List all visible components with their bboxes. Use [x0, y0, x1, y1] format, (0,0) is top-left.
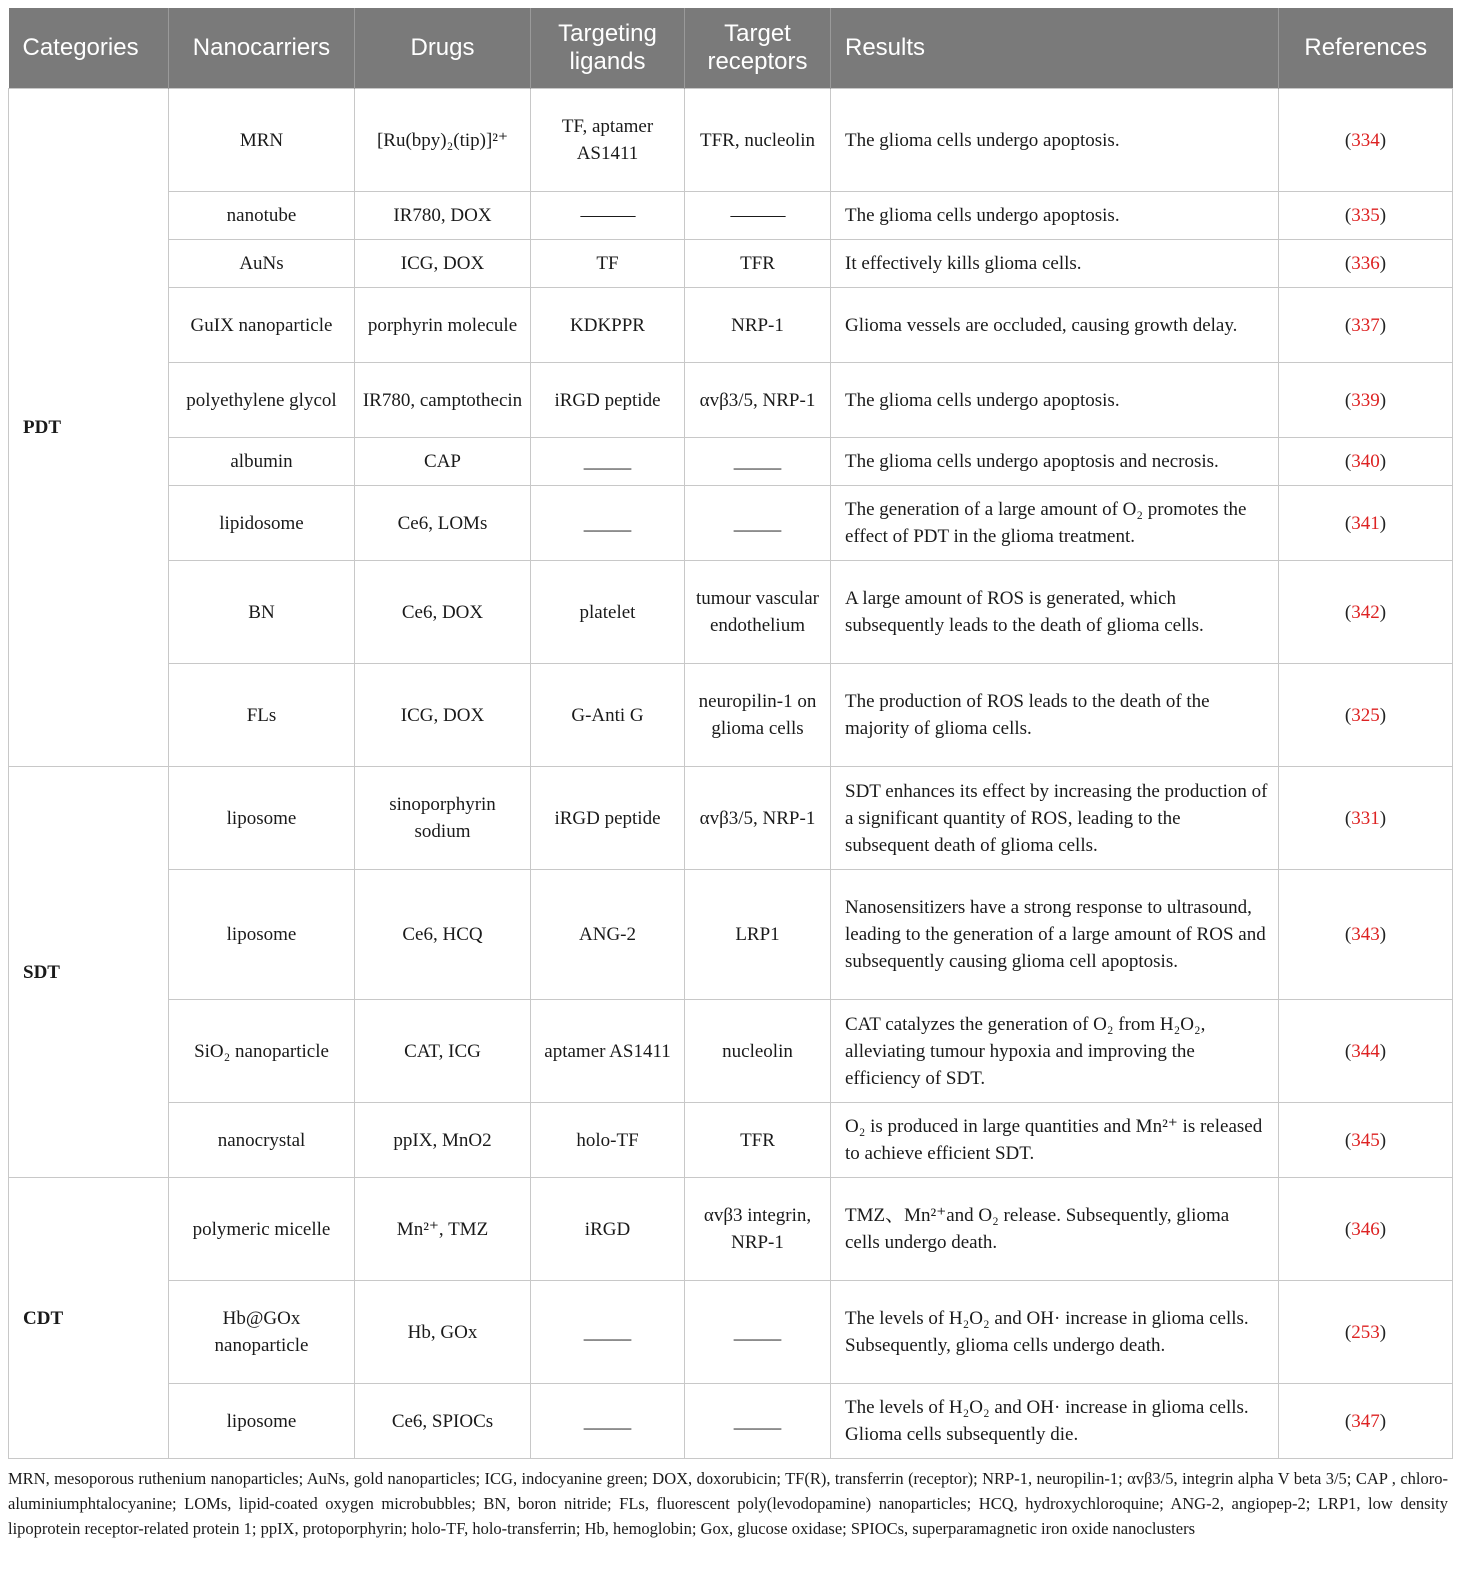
reference-link[interactable]: 340: [1351, 451, 1380, 472]
cell-receptors: αvβ3/5, NRP-1: [685, 767, 831, 870]
reference-link[interactable]: 345: [1351, 1129, 1380, 1151]
cell-drugs: Ce6, HCQ: [355, 870, 531, 1000]
cell-results: The glioma cells undergo apoptosis and necrosis.: [831, 438, 1279, 486]
reference-link[interactable]: 331: [1351, 807, 1380, 829]
cell-receptors: αvβ3/5, NRP-1: [685, 363, 831, 438]
cell-ligands: ANG-2: [531, 870, 685, 1000]
cell-reference: (347): [1279, 1384, 1453, 1459]
cell-receptors: TFR: [685, 1103, 831, 1178]
cell-results: TMZ、Mn²⁺and O₂ release. Subsequently, glioma cells undergo death.: [831, 1178, 1279, 1281]
cell-reference: (331): [1279, 767, 1453, 870]
cell-receptors: _____: [685, 438, 831, 486]
reference-link[interactable]: 346: [1351, 1218, 1380, 1240]
reference-link[interactable]: 341: [1351, 512, 1380, 534]
cell-reference: (335): [1279, 192, 1453, 240]
cell-nanocarrier: MRN: [169, 89, 355, 192]
cell-ligands: KDKPPR: [531, 288, 685, 363]
cell-nanocarrier: albumin: [169, 438, 355, 486]
table-row: [9, 767, 1453, 870]
cell-ligands: aptamer AS1411: [531, 1000, 685, 1103]
cell-drugs: Ce6, LOMs: [355, 486, 531, 561]
cell-nanocarrier: Hb@GOx nanoparticle: [169, 1281, 355, 1384]
cell-receptors: TFR: [685, 240, 831, 288]
reference-link[interactable]: 347: [1351, 1410, 1380, 1432]
reference-link[interactable]: 337: [1351, 314, 1380, 336]
cell-drugs: CAT, ICG: [355, 1000, 531, 1103]
table-row: [9, 1103, 1453, 1178]
cell-receptors: αvβ3 integrin, NRP-1: [685, 1178, 831, 1281]
nanocarrier-table: [8, 8, 1453, 1459]
cell-nanocarrier: polymeric micelle: [169, 1178, 355, 1281]
cell-nanocarrier: FLs: [169, 664, 355, 767]
header-drugs: Drugs: [355, 8, 531, 89]
cell-nanocarrier: GuIX nanoparticle: [169, 288, 355, 363]
cell-nanocarrier: lipidosome: [169, 486, 355, 561]
cell-drugs: porphyrin molecule: [355, 288, 531, 363]
category-cdt: CDT: [9, 1178, 169, 1459]
cell-reference: (334): [1279, 89, 1453, 192]
table-row: [9, 1178, 1453, 1281]
cell-drugs: Ce6, SPIOCs: [355, 1384, 531, 1459]
table-row: [9, 240, 1453, 288]
cell-ligands: holo-TF: [531, 1103, 685, 1178]
header-targeting-ligands: Targeting ligands: [531, 8, 685, 89]
reference-link[interactable]: 253: [1351, 1321, 1380, 1343]
cell-results: CAT catalyzes the generation of O₂ from H₂O₂, alleviating tumour hypoxia and improving the efficiency of SDT.: [831, 1000, 1279, 1103]
cell-nanocarrier: nanotube: [169, 192, 355, 240]
reference-link[interactable]: 334: [1351, 129, 1380, 151]
cell-ligands: iRGD: [531, 1178, 685, 1281]
header-references: References: [1279, 8, 1453, 89]
cell-nanocarrier: liposome: [169, 870, 355, 1000]
table-row: [9, 192, 1453, 240]
cell-ligands: ———: [531, 192, 685, 240]
header-target-receptors: Target receptors: [685, 8, 831, 89]
header-row: [9, 8, 1453, 89]
cell-receptors: nucleolin: [685, 1000, 831, 1103]
cell-receptors: neuropilin-1 on glioma cells: [685, 664, 831, 767]
cell-drugs: ICG, DOX: [355, 240, 531, 288]
cell-ligands: TF: [531, 240, 685, 288]
cell-reference: (337): [1279, 288, 1453, 363]
table-row: [9, 486, 1453, 561]
cell-reference: (339): [1279, 363, 1453, 438]
cell-receptors: TFR, nucleolin: [685, 89, 831, 192]
cell-nanocarrier: AuNs: [169, 240, 355, 288]
header-categories: Categories: [9, 8, 169, 89]
cell-ligands: TF, aptamer AS1411: [531, 89, 685, 192]
cell-reference: (346): [1279, 1178, 1453, 1281]
table-row: [9, 1281, 1453, 1384]
table-row: [9, 288, 1453, 363]
cell-drugs: Ce6, DOX: [355, 561, 531, 664]
cell-nanocarrier: polyethylene glycol: [169, 363, 355, 438]
cell-nanocarrier: liposome: [169, 1384, 355, 1459]
table-row: [9, 561, 1453, 664]
cell-nanocarrier: nanocrystal: [169, 1103, 355, 1178]
cell-ligands: iRGD peptide: [531, 767, 685, 870]
cell-results: A large amount of ROS is generated, which subsequently leads to the death of glioma cells.: [831, 561, 1279, 664]
cell-drugs: IR780, DOX: [355, 192, 531, 240]
cell-ligands: iRGD peptide: [531, 363, 685, 438]
table-footnote: MRN, mesoporous ruthenium nanoparticles; AuNs, gold nanoparticles; ICG, indocyanine green; DOX, doxorubicin; TF(R), transferrin (receptor); NRP-1, neuropilin-1; αvβ3/5, integrin alpha V beta 3/5; CAP , chloro-aluminiumphtalocyanine; LOMs, lipid-coated oxygen microbubbles; BN, boron nitride; FLs, fluorescent poly(levodopamine) nanoparticles; HCQ, hydroxychloroquine; ANG-2, angiopep-2; LRP1, low density lipoprotein receptor-related protein 1; ppIX, protoporphyrin; holo-TF, holo-transferrin; Hb, hemoglobin; Gox, glucose oxidase; SPIOCs, superparamagnetic iron oxide nanoclusters: [8, 1469, 1448, 1538]
cell-ligands: _____: [531, 486, 685, 561]
cell-results: The glioma cells undergo apoptosis.: [831, 363, 1279, 438]
cell-drugs: ppIX, MnO2: [355, 1103, 531, 1178]
cell-drugs: Hb, GOx: [355, 1281, 531, 1384]
cell-reference: (342): [1279, 561, 1453, 664]
cell-results: It effectively kills glioma cells.: [831, 240, 1279, 288]
cell-receptors: ———: [685, 192, 831, 240]
cell-ligands: G-Anti G: [531, 664, 685, 767]
cell-reference: (336): [1279, 240, 1453, 288]
cell-results: SDT enhances its effect by increasing the production of a significant quantity of ROS, leading to the subsequent death of glioma cells.: [831, 767, 1279, 870]
table-row: [9, 1000, 1453, 1103]
cell-results: Glioma vessels are occluded, causing growth delay.: [831, 288, 1279, 363]
reference-link[interactable]: 342: [1351, 601, 1380, 623]
cell-receptors: NRP-1: [685, 288, 831, 363]
table-row: [9, 89, 1453, 192]
cell-reference: (344): [1279, 1000, 1453, 1103]
table-row: [9, 870, 1453, 1000]
cell-receptors: _____: [685, 1281, 831, 1384]
cell-nanocarrier: liposome: [169, 767, 355, 870]
cell-nanocarrier: SiO₂ nanoparticle: [169, 1000, 355, 1103]
table-row: [9, 664, 1453, 767]
cell-drugs: Mn²⁺, TMZ: [355, 1178, 531, 1281]
cell-drugs: [Ru(bpy)₂(tip)]²⁺: [355, 89, 531, 192]
cell-results: Nanosensitizers have a strong response to ultrasound, leading to the generation of a large amount of ROS and subsequently causing glioma cell apoptosis.: [831, 870, 1279, 1000]
cell-results: O₂ is produced in large quantities and Mn²⁺ is released to achieve efficient SDT.: [831, 1103, 1279, 1178]
table-row: [9, 1384, 1453, 1459]
cell-drugs: CAP: [355, 438, 531, 486]
cell-reference: (341): [1279, 486, 1453, 561]
cell-drugs: sinoporphyrin sodium: [355, 767, 531, 870]
header-nanocarriers: Nanocarriers: [169, 8, 355, 89]
cell-receptors: _____: [685, 1384, 831, 1459]
cell-ligands: _____: [531, 1281, 685, 1384]
table-row: [9, 438, 1453, 486]
cell-receptors: _____: [685, 486, 831, 561]
reference-link[interactable]: 344: [1351, 1040, 1380, 1062]
cell-results: The levels of H₂O₂ and OH· increase in glioma cells. Glioma cells subsequently die.: [831, 1384, 1279, 1459]
cell-drugs: ICG, DOX: [355, 664, 531, 767]
cell-results: The glioma cells undergo apoptosis.: [831, 192, 1279, 240]
cell-reference: (325): [1279, 664, 1453, 767]
reference-link[interactable]: 325: [1351, 704, 1380, 726]
cell-nanocarrier: BN: [169, 561, 355, 664]
reference-link[interactable]: 335: [1351, 205, 1380, 226]
cell-results: The glioma cells undergo apoptosis.: [831, 89, 1279, 192]
cell-ligands: _____: [531, 1384, 685, 1459]
cell-results: The levels of H₂O₂ and OH· increase in glioma cells. Subsequently, glioma cells undergo death.: [831, 1281, 1279, 1384]
cell-ligands: platelet: [531, 561, 685, 664]
cell-results: The generation of a large amount of O₂ promotes the effect of PDT in the glioma treatment.: [831, 486, 1279, 561]
cell-reference: (253): [1279, 1281, 1453, 1384]
cell-receptors: LRP1: [685, 870, 831, 1000]
cell-reference: (340): [1279, 438, 1453, 486]
category-sdt: SDT: [9, 767, 169, 1178]
table-row: [9, 363, 1453, 438]
cell-reference: (343): [1279, 870, 1453, 1000]
cell-drugs: IR780, camptothecin: [355, 363, 531, 438]
cell-results: The production of ROS leads to the death of the majority of glioma cells.: [831, 664, 1279, 767]
reference-link[interactable]: 343: [1351, 924, 1380, 945]
cell-ligands: _____: [531, 438, 685, 486]
reference-link[interactable]: 336: [1351, 253, 1380, 274]
cell-receptors: tumour vascular endothelium: [685, 561, 831, 664]
header-results: Results: [831, 8, 1279, 89]
reference-link[interactable]: 339: [1351, 389, 1380, 411]
category-pdt: PDT: [9, 89, 169, 767]
cell-reference: (345): [1279, 1103, 1453, 1178]
